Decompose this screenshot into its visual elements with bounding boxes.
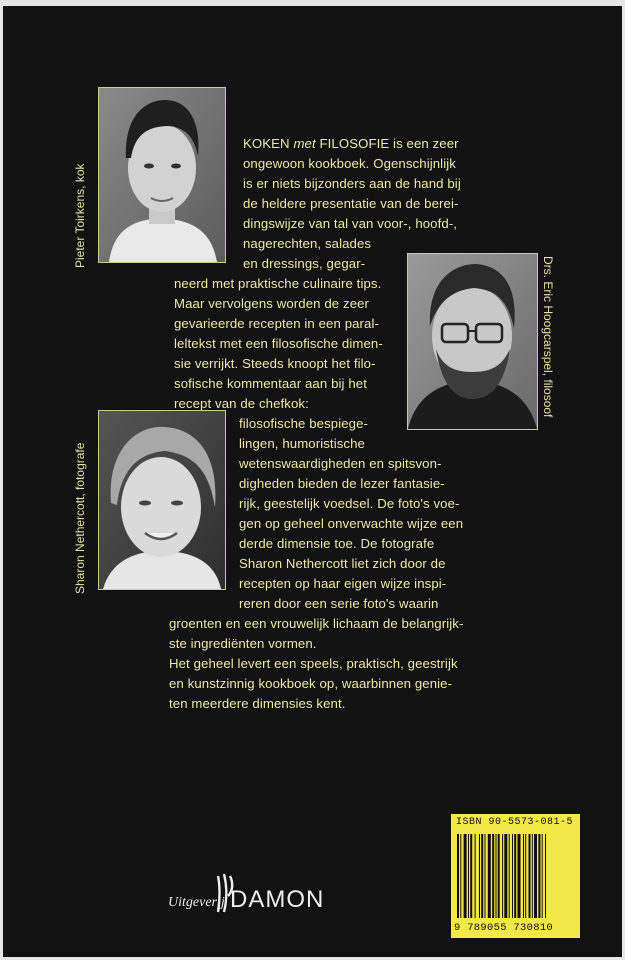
caption-cook: Pieter Toirkens, kok [73,163,87,268]
isbn-barcode-block [451,814,580,938]
barcode-bar [532,834,533,918]
barcode-bar [529,834,531,918]
caption-philosopher: Drs. Eric Hoogcarspel, filosoof [541,256,555,418]
blurb-line: reren door een serie foto's waarin [239,596,439,611]
book-title-part2: met [293,136,316,151]
blurb-line: Sharon Nethercott liet zich door de [239,556,446,571]
blurb-line: sie verrijkt. Steeds knoopt het filo- [174,356,376,371]
barcode-graphic [457,834,575,918]
blurb-line: rijk, geestelijk voedsel. De foto's voe- [239,496,460,511]
blurb-line: recepten op haar eigen wijze inspi- [239,576,447,591]
barcode-bar [509,834,510,918]
blurb-line: gevarieerde recepten in een paral- [174,316,380,331]
blurb-line: de heldere presentatie van de berei- [243,196,459,211]
publisher-name: DAMON [230,886,325,913]
barcode-bar [488,834,491,918]
barcode-bar [534,834,537,918]
photo-philosopher [407,253,538,430]
barcode-bar [514,834,516,918]
barcode-bar [481,834,483,918]
book-title-part3: FILOSOFIE [315,136,390,151]
blurb-line: neerd met praktische culinaire tips. [174,276,382,291]
blurb-line: derde dimensie toe. De fotografe [239,536,435,551]
blurb-line: lingen, humoristische [239,436,365,451]
blurb-line-0-rest: is een zeer [389,136,459,151]
blurb-line: dingswijze van tal van voor-, hoofd-, [243,216,458,231]
barcode-bar [479,834,480,918]
blurb-line: is er niets bijzonders aan de hand bij [243,176,461,191]
blurb-line: wetenswaardigheden en spitsvon- [239,456,442,471]
blurb-line: leltekst met een filosofische dimen- [174,336,383,351]
barcode-bar [457,834,459,918]
publisher-prefix: Uitgeverij [168,895,225,910]
barcode-bar [496,834,497,918]
barcode-bar [523,834,524,918]
barcode-bar [460,834,461,918]
barcode-bar [502,834,503,918]
photo-cook [98,87,226,263]
blurb-line: sofische kommentaar aan bij het [174,376,367,391]
blurb-line: digheden bieden de lezer fantasie- [239,476,445,491]
barcode-bar [542,834,543,918]
barcode-bar [464,834,467,918]
blurb-line: Het geheel levert een speels, praktisch, geestrijk [169,656,458,671]
barcode-bar [468,834,469,918]
barcode-bar [525,834,526,918]
blurb-line: ten meerdere dimensies kent. [169,696,346,711]
blurb-line: gen op geheel onverwachte wijze een [239,516,464,531]
barcode-bar [492,834,494,918]
book-back-cover [3,6,622,957]
publisher-logo [168,872,368,922]
caption-photographer: Sharon Nethercott, fotografe [73,442,87,594]
blurb-line: filosofische bespiege- [239,416,369,431]
barcode-bar [518,834,521,918]
barcode-bar [485,834,486,918]
barcode-bar [498,834,500,918]
blurb-line: Maar vervolgens worden de zeer [174,296,370,311]
blurb-line: ste ingrediënten vormen. [169,636,317,651]
blurb-line: groenten en een vrouwelijk lichaam de belangrijk- [169,616,464,631]
barcode-bar [545,834,546,918]
isbn-label: ISBN 90-5573-081-5 [456,817,574,828]
blurb-line: recept van de chefkok: [174,396,309,411]
blurb-line: ongewoon kookboek. Ogenschijnlijk [243,156,456,171]
barcode-bar [512,834,513,918]
book-title-part1: KOKEN [243,136,294,151]
blurb-line: nagerechten, salades [243,236,372,251]
photo-photographer [98,410,226,590]
barcode-bar [470,834,472,918]
blurb-line: en kunstzinnig kookboek op, waarbinnen genie- [169,676,453,691]
barcode-bar [504,834,507,918]
barcode-bar [538,834,540,918]
barcode-bar [475,834,476,918]
barcode-digits: 9 789055 730810 [454,922,554,934]
blurb-first-line [243,136,459,151]
blurb-line: en dressings, gegar- [243,256,366,271]
